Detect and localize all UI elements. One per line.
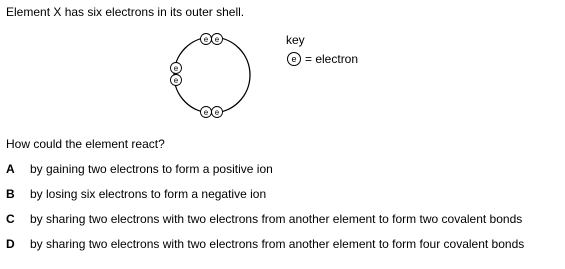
key-entry [287,52,358,66]
question-stem: Element X has six electrons in its outer shell. [6,5,245,19]
key-label: = electron [305,52,359,66]
electron-top-1 [201,34,212,45]
answer-option-d[interactable] [6,237,524,251]
question-prompt: How could the element react? [6,137,165,151]
svg-text:e: e [203,108,209,117]
electron-top-2 [212,34,223,45]
answer-option-c[interactable] [6,212,522,226]
svg-text:e: e [173,64,179,73]
option-text: by sharing two electrons with two electrons from another element to form two covalent bonds [30,212,523,226]
svg-text:e: e [214,35,220,44]
electron-bottom-2 [212,107,223,118]
option-text: by losing six electrons to form a negative ion [30,187,267,201]
svg-text:e: e [203,35,209,44]
svg-text:e: e [173,76,179,85]
answer-option-a[interactable] [6,162,273,176]
option-letter: D [6,237,15,251]
key-title: key [286,33,305,47]
option-text: by gaining two electrons to form a positive ion [30,162,273,176]
answer-option-b[interactable] [6,187,266,201]
outer-shell-ring [174,37,250,113]
electron-key-symbol: e [287,52,301,66]
svg-text:e: e [214,108,220,117]
option-letter: C [6,212,15,226]
atom-shell-diagram [164,30,264,122]
option-text: by sharing two electrons with two electrons from another element to form four covalent bonds [30,237,525,251]
option-letter: A [6,162,15,176]
electron-bottom-1 [201,107,212,118]
electron-left-2 [171,75,182,86]
electron-left-1 [171,63,182,74]
option-letter: B [6,187,15,201]
